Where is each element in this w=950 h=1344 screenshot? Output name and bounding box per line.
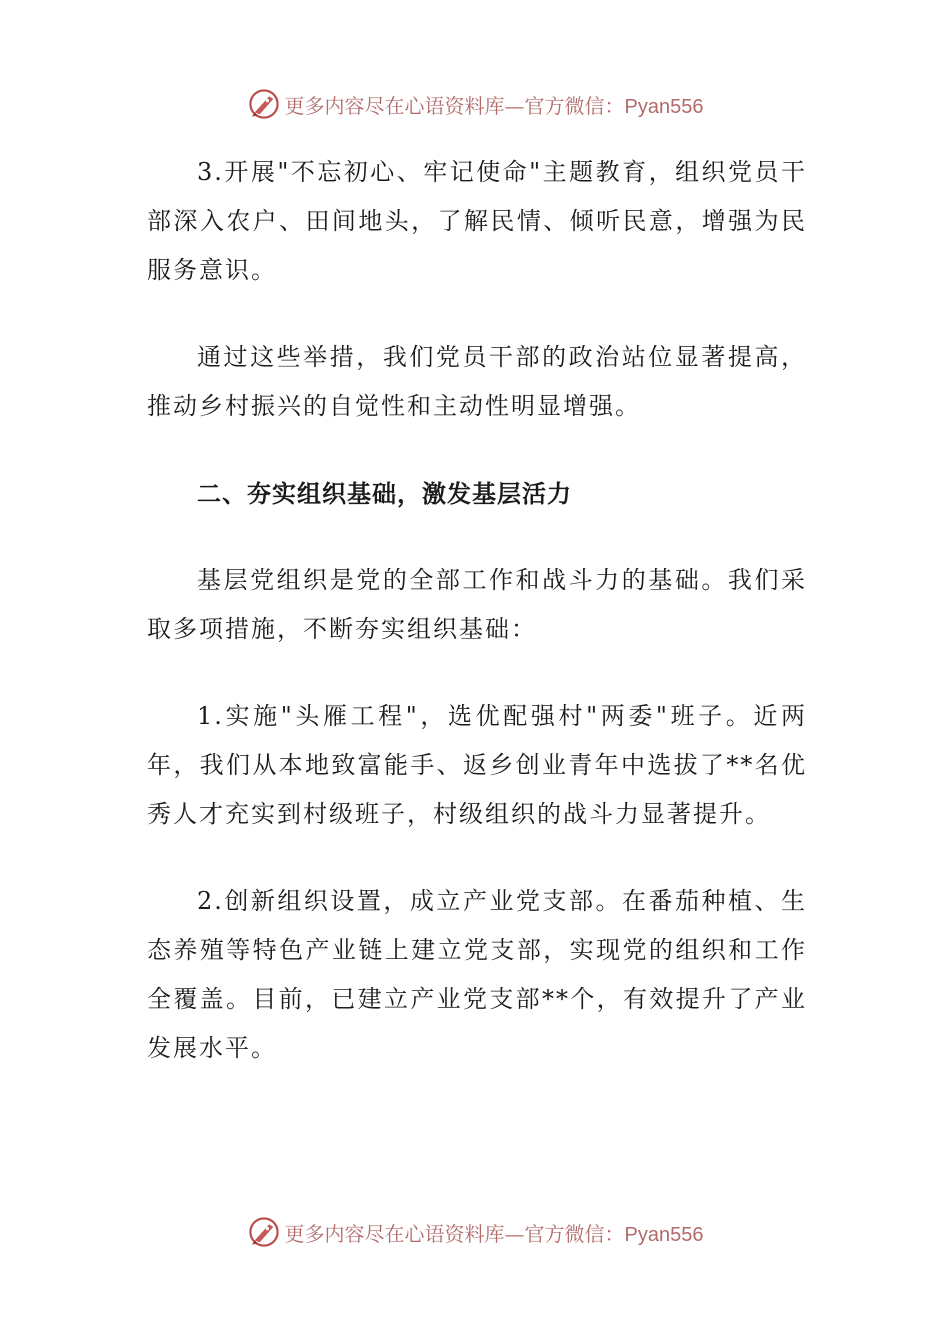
banner-text: 更多内容尽在心语资料库—官方微信：Pyan556 — [284, 1221, 704, 1246]
paragraph: 2.创新组织设置，成立产业党支部。在番茄种植、生态养殖等特色产业链上建立党支部，实现党的组织和工作全覆盖。目前，已建立产业党支部**个，有效提升了产业发展水平。 — [147, 887, 807, 1062]
header-banner — [0, 84, 950, 124]
pen-nib-logo-icon — [247, 1215, 281, 1249]
footer-banner — [0, 1212, 950, 1252]
section-heading: 二、夯实组织基础，激发基层活力 — [197, 479, 572, 508]
paragraph: 1.实施"头雁工程"，选优配强村"两委"班子。近两年，我们从本地致富能手、返乡创业青年中选拔了**名优秀人才充实到村级班子，村级组织的战斗力显著提升。 — [147, 702, 807, 828]
paragraph: 3.开展"不忘初心、牢记使命"主题教育，组织党员干部深入农户、田间地头，了解民情、倾听民意，增强为民服务意识。 — [147, 158, 807, 284]
wechat-id: Pyan556 — [624, 1223, 704, 1246]
paragraph: 基层党组织是党的全部工作和战斗力的基础。我们采取多项措施，不断夯实组织基础： — [147, 566, 807, 643]
wechat-id: Pyan556 — [624, 95, 704, 118]
pen-nib-logo-icon — [247, 87, 281, 121]
paragraph: 通过这些举措，我们党员干部的政治站位显著提高，推动乡村振兴的自觉性和主动性明显增强。 — [147, 343, 807, 420]
banner-text: 更多内容尽在心语资料库—官方微信：Pyan556 — [284, 93, 704, 118]
document-body — [147, 148, 807, 1073]
